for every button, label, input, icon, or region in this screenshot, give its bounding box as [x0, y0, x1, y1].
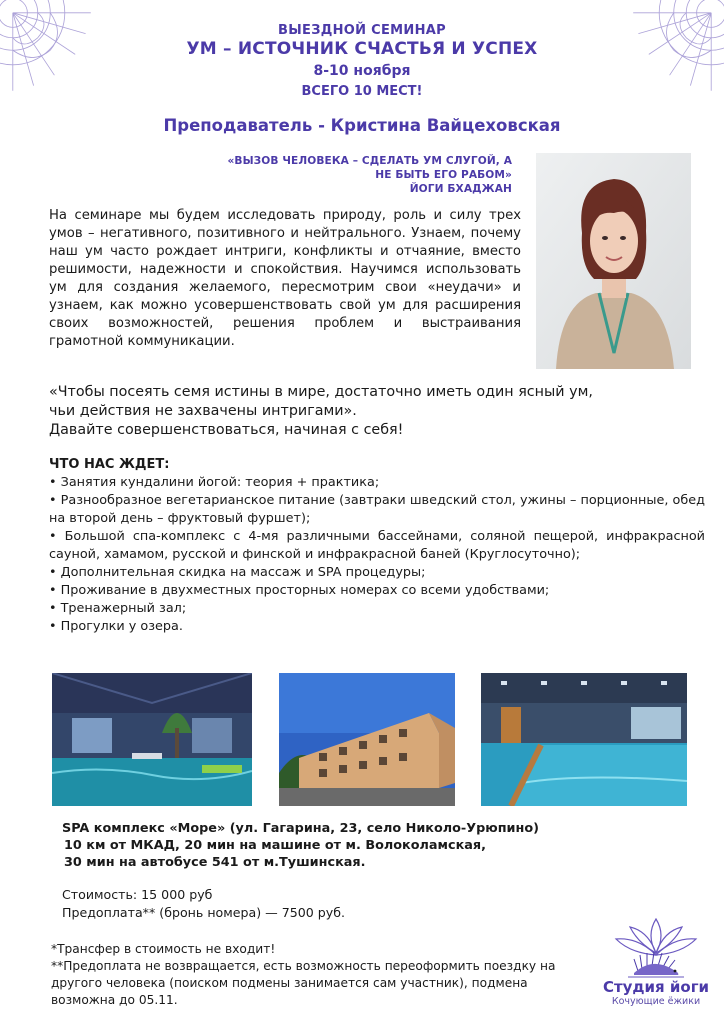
studio-logo — [592, 913, 720, 1021]
expect-list — [49, 474, 705, 636]
page-header — [0, 22, 724, 102]
teacher-photo — [536, 153, 691, 369]
logo-tagline: Кочующие ёжики — [611, 996, 701, 1007]
footnote-transfer: *Трансфер в стоимость не входит! — [51, 942, 276, 956]
epigraph-line1: «ВЫЗОВ ЧЕЛОВЕКА – СДЕЛАТЬ УМ СЛУГОЙ, А — [227, 155, 512, 167]
list-item: • Занятия кундалини йогой: теория + практика; — [49, 475, 380, 490]
venue-address — [62, 820, 582, 871]
expect-title: ЧТО НАС ЖДЕТ: — [49, 457, 170, 472]
list-item: • Тренажерный зал; — [49, 601, 187, 616]
list-item: • Проживание в двухместных просторных номерах со всеми удобствами; — [49, 583, 550, 598]
epigraph-line2: НЕ БЫТЬ ЕГО РАБОМ» — [375, 169, 512, 181]
list-item: • Прогулки у озера. — [49, 619, 183, 634]
price-prepay: Предоплата** (бронь номера) — 7500 руб. — [62, 905, 345, 920]
pool-photo-1 — [52, 673, 252, 806]
epigraph — [200, 154, 512, 196]
main-quote — [49, 383, 709, 440]
hotel-photo — [279, 673, 455, 806]
list-item: • Большой спа-комплекс с 4-мя различными бассейнами, соляной пещерой, инфракрасной сауной, хамамом, русской и финской и инфракрасной баней (Круглосуточно); — [49, 529, 705, 562]
teacher-heading: Преподаватель - Кристина Вайцеховская — [163, 116, 561, 135]
main-quote-line3: Давайте совершенствоваться, начиная с себя! — [49, 422, 404, 438]
main-quote-line2: чьи действия не захвачены интригами». — [49, 403, 357, 419]
price-block — [62, 886, 345, 922]
logo-name: Студия йоги — [602, 978, 710, 996]
intro-paragraph: На семинаре мы будем исследовать природу, роль и силу трех умов – негативного, позитивного и нейтрального. Узнаем, почему наш ум часто рождает интриги, конфликты и отчаяние, вместо решимости, надежности и спокойствия. Научимся использовать ум для создания желаемого, пересмотрим свои «неудачи» и узнаем, как можно усовершенствовать свой ум для расширения своих возможностей, решения проблем и выстраивания грамотной коммуникации. — [49, 208, 521, 349]
address-line2: 10 км от МКАД, 20 мин на машине от м. Волоколамская, — [64, 838, 486, 853]
header-dates: 8-10 ноября — [313, 63, 411, 79]
footnotes — [51, 941, 591, 1009]
epigraph-author: ЙОГИ БХАДЖАН — [409, 183, 512, 195]
header-kicker: ВЫЕЗДНОЙ СЕМИНАР — [278, 23, 446, 38]
header-seats: ВСЕГО 10 МЕСТ! — [301, 84, 423, 99]
pool-photo-2 — [481, 673, 687, 806]
page-title: УМ – ИСТОЧНИК СЧАСТЬЯ И УСПЕХ — [186, 39, 538, 59]
list-item: • Разнообразное вегетарианское питание (завтраки шведский стол, ужины – порционные, обед на второй день – фруктовый фуршет); — [49, 493, 705, 526]
main-quote-line1: «Чтобы посеять семя истины в мире, достаточно иметь один ясный ум, — [49, 384, 593, 400]
list-item: • Дополнительная скидка на массаж и SPA процедуры; — [49, 565, 426, 580]
lotus-hedgehog-icon — [608, 913, 704, 981]
price-cost: Стоимость: 15 000 руб — [62, 887, 213, 902]
address-line3: 30 мин на автобусе 541 от м.Тушинская. — [64, 855, 366, 870]
footnote-prepay: **Предоплата не возвращается, есть возможность переоформить поездку на другого человека (поиском подмены занимается сам участник), подмена возможна до 05.11. — [51, 959, 556, 1007]
address-line1: SPA комплекс «Море» (ул. Гагарина, 23, село Николо-Урюпино) — [62, 821, 539, 836]
